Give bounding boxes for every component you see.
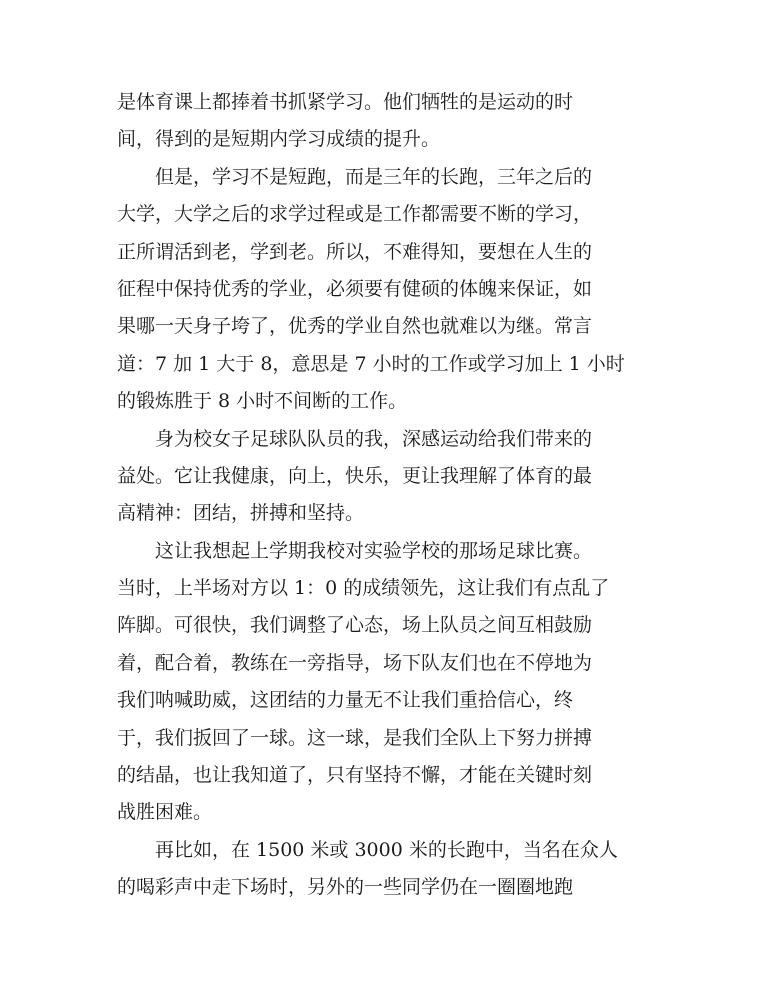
- text-line: 我们呐喊助威，这团结的力量无不让我们重拾信心，终: [117, 689, 574, 712]
- paragraph-start-line: 身为校女子足球队队员的我，深感运动给我们带来的: [155, 427, 593, 450]
- text-line: 于，我们扳回了一球。这一球，是我们全队上下努力拼搏: [117, 726, 593, 749]
- text-line: 间，得到的是短期内学习成绩的提升。: [117, 128, 441, 151]
- text-line: 阵脚。可很快，我们调整了心态，场上队员之间互相鼓励: [117, 614, 593, 637]
- text-line: 战胜困难。: [117, 801, 213, 824]
- text-line: 的锻炼胜于 8 小时不间断的工作。: [117, 390, 408, 413]
- text-line: 大学，大学之后的求学过程或是工作都需要不断的学习，: [117, 203, 593, 226]
- paragraph-start-line: 这让我想起上学期我校对实验学校的那场足球比赛。: [155, 539, 593, 562]
- text-line: 果哪一天身子垮了，优秀的学业自然也就难以为继。常言: [117, 315, 593, 338]
- paragraph-start-line: 再比如，在 1500 米或 3000 米的长跑中，当名在众人: [155, 838, 618, 861]
- text-line: 征程中保持优秀的学业，必须要有健硕的体魄来保证，如: [117, 277, 593, 300]
- essay-text: [117, 84, 657, 907]
- text-line: 道：7 加 1 大于 8，意思是 7 小时的工作或学习加上 1 小时: [117, 352, 625, 375]
- text-line: 是体育课上都捧着书抓紧学习。他们牺牲的是运动的时: [117, 91, 574, 113]
- paragraph-start-line: 但是，学习不是短跑，而是三年的长跑，三年之后的: [155, 165, 593, 188]
- text-line: 益处。它让我健康，向上，快乐，更让我理解了体育的最: [117, 464, 593, 487]
- text-line: 当时，上半场对方以 1：0 的成绩领先，这让我们有点乱了: [117, 577, 610, 600]
- text-line: 高精神：团结，拼搏和坚持。: [117, 502, 365, 525]
- text-line: 的结晶，也让我知道了，只有坚持不懈，才能在关键时刻: [117, 764, 593, 787]
- text-line: 的喝彩声中走下场时，另外的一些同学仍在一圈圈地跑: [117, 876, 574, 899]
- text-line: 正所谓活到老，学到老。所以，不难得知，要想在人生的: [117, 240, 593, 263]
- text-line: 着，配合着，教练在一旁指导，场下队友们也在不停地为: [117, 651, 593, 674]
